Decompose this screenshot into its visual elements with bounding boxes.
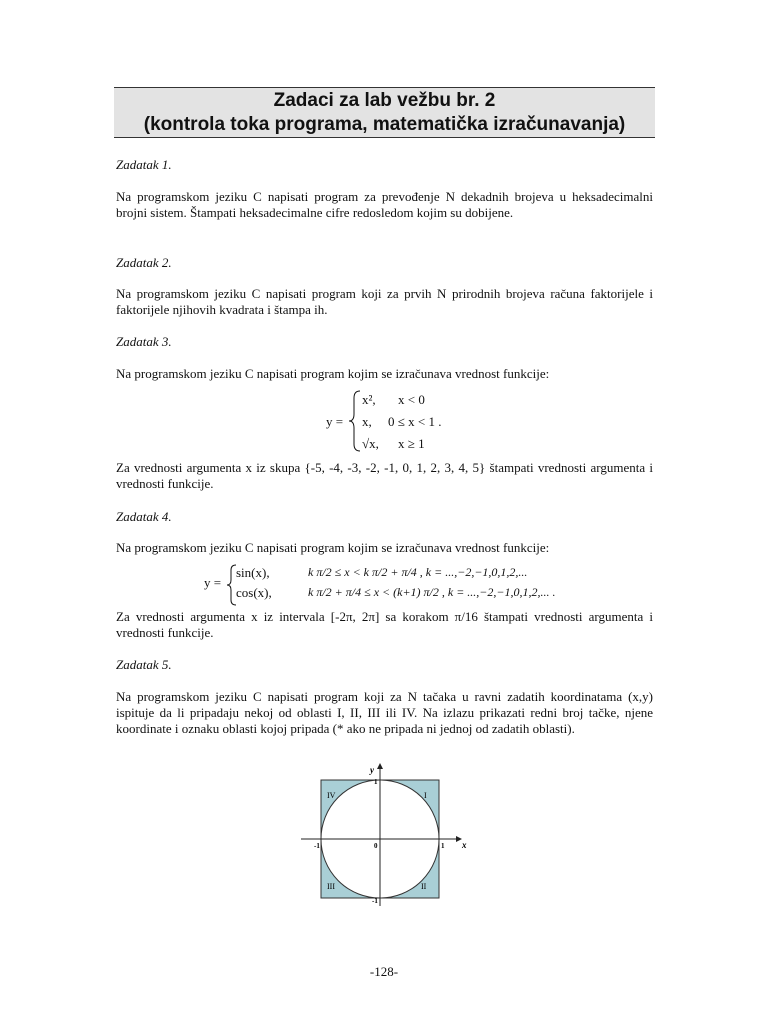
quadrant-II-label: II — [421, 882, 427, 891]
formula-4 — [204, 563, 576, 607]
task-3-text: Na programskom jeziku C napisati program kojim se izračunava vrednost funkcije: — [116, 366, 550, 381]
formula-3-case1-cond: x < 0 — [398, 392, 425, 407]
formula-4-case1-cond: k π/2 ≤ x < k π/2 + π/4 , k = ...,−2,−1,0,1,2,... — [308, 565, 528, 579]
formula-3-case2-expr: x, — [362, 414, 372, 429]
formula-3-case1-expr: x², — [362, 392, 376, 407]
formula-3 — [326, 388, 466, 454]
formula-4-case2-cond: k π/2 + π/4 ≤ x < (k+1) π/2 , k = ...,−2,−1,0,1,2,... . — [308, 585, 556, 599]
formula-3-case2-cond: 0 ≤ x < 1 . — [388, 414, 442, 429]
formula-3-lhs: y = — [326, 414, 344, 429]
brace-icon — [348, 390, 362, 452]
y-axis-label: y — [370, 765, 374, 775]
tick-right: 1 — [441, 842, 445, 850]
task-4-text: Na programskom jeziku C napisati program kojim se izračunava vrednost funkcije: — [116, 540, 550, 555]
tick-top: 1 — [374, 778, 378, 786]
task-1-label: Zadatak 1. — [116, 157, 172, 172]
tick-left: -1 — [314, 842, 320, 850]
formula-4-case1-expr: sin(x), — [236, 565, 270, 580]
formula-3-case3-expr: √x, — [362, 436, 379, 451]
task-4-after: Za vrednosti argumenta x iz intervala [-2π, 2π] sa korakom π/16 štampati vrednosti argumenta i vrednosti funkcije. — [116, 609, 653, 640]
formula-3-case3-cond: x ≥ 1 — [398, 436, 425, 451]
task-5-text: Na programskom jeziku C napisati program koji za N tačaka u ravni zadatih koordinatama (x,y) ispituje da li pripadaju nekoj od oblasti I, II, III ili IV. Na izlazu prikazati redni broj tačke, njene koordinate i oznaku oblasti kojoj pripada (* ako ne pripada ni jednoj od zadatih oblasti). — [116, 689, 653, 736]
title-box — [114, 87, 655, 138]
task-5-label: Zadatak 5. — [116, 657, 172, 672]
formula-4-lhs: y = — [204, 575, 222, 590]
formula-4-case2-expr: cos(x), — [236, 585, 272, 600]
task-2-text: Na programskom jeziku C napisati program koji za prvih N prirodnih brojeva računa faktorijele i faktorijele njihovih kvadrata i štampa ih. — [116, 286, 653, 317]
quadrant-III-label: III — [327, 882, 335, 891]
title-line-1: Zadaci za lab vežbu br. 2 — [273, 90, 496, 111]
tick-bottom: -1 — [372, 897, 378, 905]
quadrant-I-label: I — [424, 791, 427, 800]
task-1-text: Na programskom jeziku C napisati program za prevođenje N dekadnih brojeva u heksadecimalni brojni sistem. Štampati heksadecimalne cifre redosledom kojim su dobijene. — [116, 189, 653, 220]
quadrant-IV-label: IV — [327, 791, 336, 800]
task-2-label: Zadatak 2. — [116, 255, 172, 270]
title-line-2: (kontrola toka programa, matematička izračunavanja) — [143, 114, 626, 135]
y-arrow-icon — [377, 763, 383, 769]
region-figure — [296, 760, 472, 910]
x-axis-label: x — [462, 840, 467, 850]
task-3-after: Za vrednosti argumenta x iz skupa {-5, -4, -3, -2, -1, 0, 1, 2, 3, 4, 5} štampati vrednosti argumenta i vrednosti funkcije. — [116, 460, 653, 491]
task-4-label: Zadatak 4. — [116, 509, 172, 524]
task-3-label: Zadatak 3. — [116, 334, 172, 349]
origin-label: 0 — [374, 842, 378, 850]
page-number: -128- — [369, 964, 399, 979]
